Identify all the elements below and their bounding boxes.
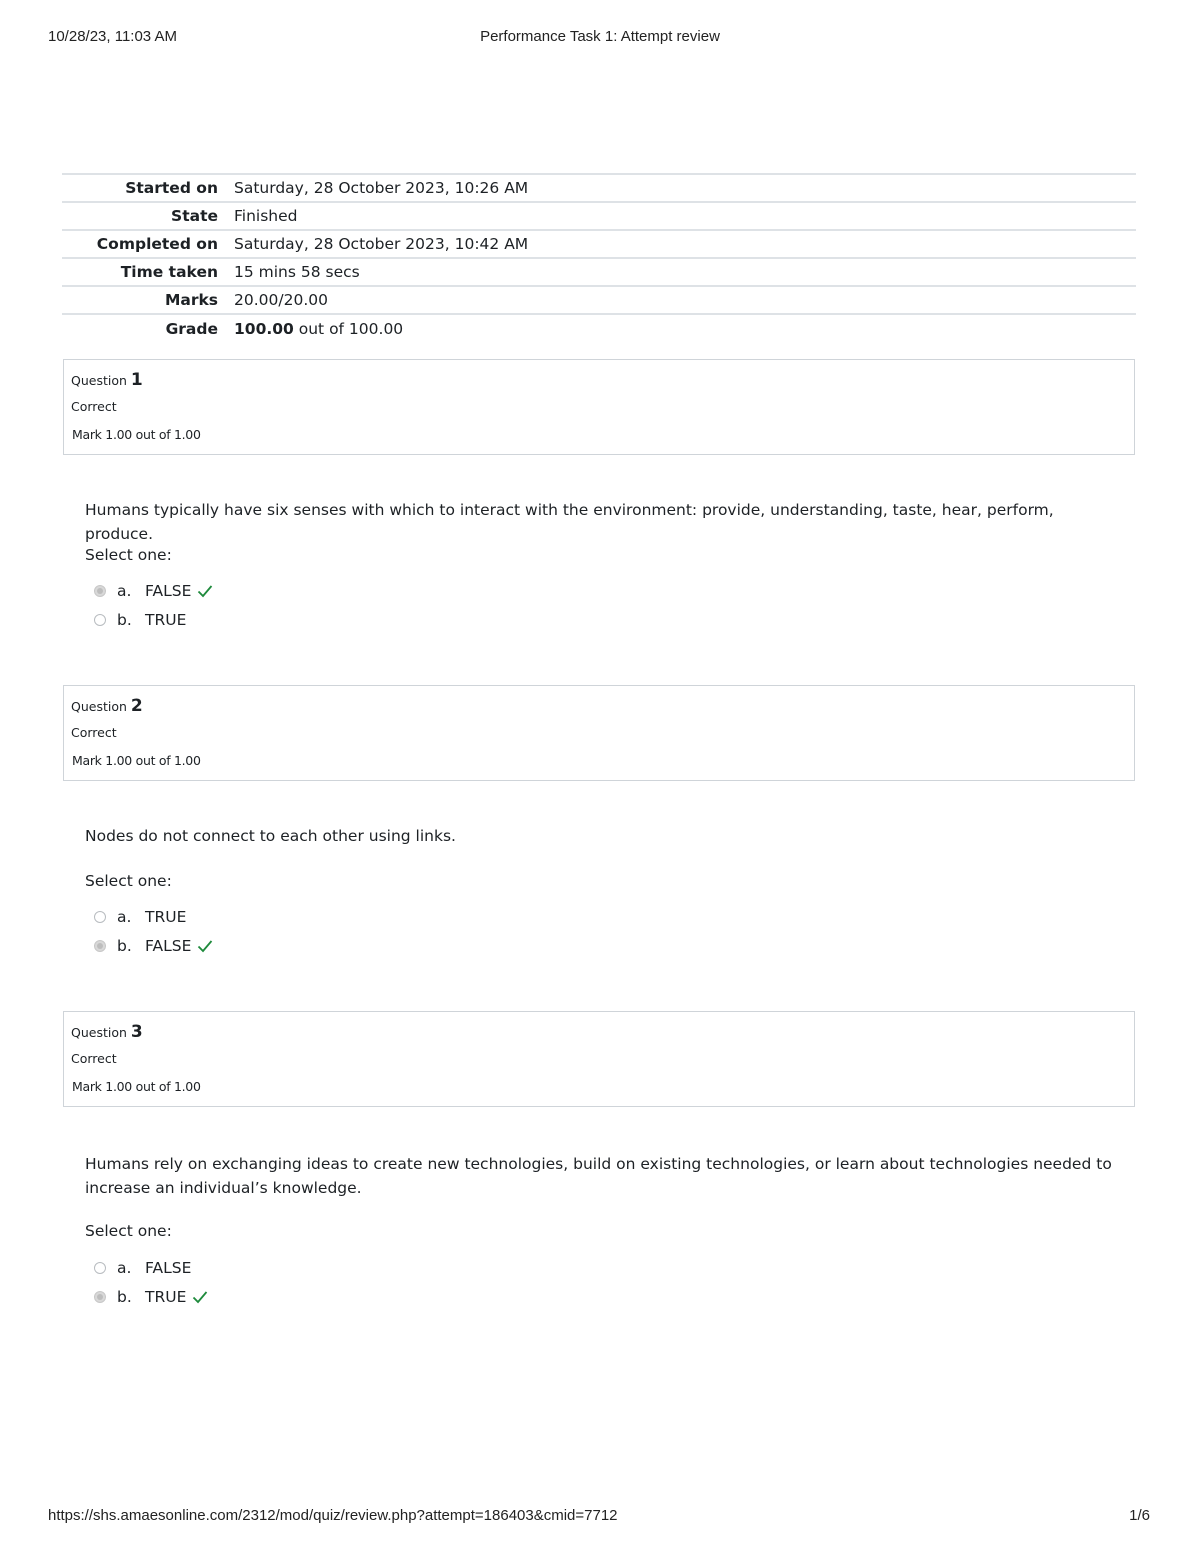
summary-row-completed <box>62 230 1136 258</box>
answer-option[interactable] <box>94 905 186 929</box>
answer-letter: a. <box>117 1259 132 1277</box>
question-info-box <box>63 1011 1135 1107</box>
question-grade: Mark 1.00 out of 1.00 <box>72 427 201 442</box>
print-datetime: 10/28/23, 11:03 AM <box>48 28 177 45</box>
radio-button[interactable] <box>94 1291 106 1303</box>
answer-option[interactable] <box>94 1256 191 1280</box>
answer-letter: b. <box>117 611 132 629</box>
print-header <box>48 28 1152 48</box>
answer-option[interactable] <box>94 934 213 958</box>
radio-button[interactable] <box>94 585 106 597</box>
print-footer <box>48 1507 1150 1527</box>
summary-value: Saturday, 28 October 2023, 10:26 AM <box>234 179 529 197</box>
question-info-box <box>63 685 1135 781</box>
answer-text: TRUE <box>145 1288 187 1306</box>
question-info-box <box>63 359 1135 455</box>
question-state: Correct <box>71 1051 117 1066</box>
grade-out-of: out of 100.00 <box>293 319 404 338</box>
question-number: Question 1 <box>71 370 143 390</box>
summary-label: State <box>171 207 218 225</box>
summary-row-started <box>62 174 1136 202</box>
summary-row-grade <box>62 314 1136 342</box>
summary-value: Saturday, 28 October 2023, 10:42 AM <box>234 235 529 253</box>
select-one-prompt: Select one: <box>85 872 172 890</box>
question-number: Question 3 <box>71 1022 143 1042</box>
radio-button[interactable] <box>94 614 106 626</box>
answer-option[interactable] <box>94 1285 208 1309</box>
answer-text: FALSE <box>145 582 192 600</box>
grade-score: 100.00 <box>234 319 294 338</box>
select-one-prompt: Select one: <box>85 1222 172 1240</box>
radio-button[interactable] <box>94 911 106 923</box>
summary-label: Time taken <box>120 263 218 281</box>
radio-button[interactable] <box>94 940 106 952</box>
answer-text: TRUE <box>145 908 187 926</box>
summary-row-time-taken <box>62 258 1136 286</box>
summary-label: Started on <box>125 179 218 197</box>
answer-text: FALSE <box>145 1259 192 1277</box>
print-page-number: 1/6 <box>1129 1507 1150 1524</box>
answer-letter: a. <box>117 582 132 600</box>
question-grade: Mark 1.00 out of 1.00 <box>72 753 201 768</box>
answer-text: FALSE <box>145 937 192 955</box>
radio-button[interactable] <box>94 1262 106 1274</box>
summary-value: 20.00/20.00 <box>234 291 328 309</box>
summary-row-marks <box>62 286 1136 314</box>
summary-value: 15 mins 58 secs <box>234 263 360 281</box>
answer-letter: a. <box>117 908 132 926</box>
print-url: https://shs.amaesonline.com/2312/mod/quiz/review.php?attempt=186403&cmid=7712 <box>48 1507 618 1524</box>
answer-letter: b. <box>117 937 132 955</box>
question-text: Humans rely on exchanging ideas to create new technologies, build on existing technologies, or learn about technologies needed to increase an individual’s knowledge. <box>85 1155 1112 1197</box>
summary-label: Marks <box>164 291 218 309</box>
question-grade: Mark 1.00 out of 1.00 <box>72 1079 201 1094</box>
summary-row-state <box>62 202 1136 230</box>
attempt-summary-table <box>62 173 1136 342</box>
answer-option[interactable] <box>94 579 213 603</box>
answer-letter: b. <box>117 1288 132 1306</box>
summary-value: Finished <box>234 207 298 225</box>
question-text: Nodes do not connect to each other using links. <box>85 827 456 845</box>
answer-text: TRUE <box>145 611 187 629</box>
question-text: Humans typically have six senses with which to interact with the environment: provide, understanding, taste, hear, perform, produce. <box>85 501 1054 543</box>
summary-label: Completed on <box>96 235 218 253</box>
checkmark-icon <box>197 584 213 598</box>
select-one-prompt: Select one: <box>85 546 172 564</box>
answer-option[interactable] <box>94 608 186 632</box>
print-title: Performance Task 1: Attempt review <box>480 28 720 45</box>
summary-value <box>234 314 1136 342</box>
question-state: Correct <box>71 725 117 740</box>
question-number: Question 2 <box>71 696 143 716</box>
checkmark-icon <box>197 939 213 953</box>
checkmark-icon <box>192 1290 208 1304</box>
summary-label: Grade <box>165 319 218 338</box>
question-state: Correct <box>71 399 117 414</box>
